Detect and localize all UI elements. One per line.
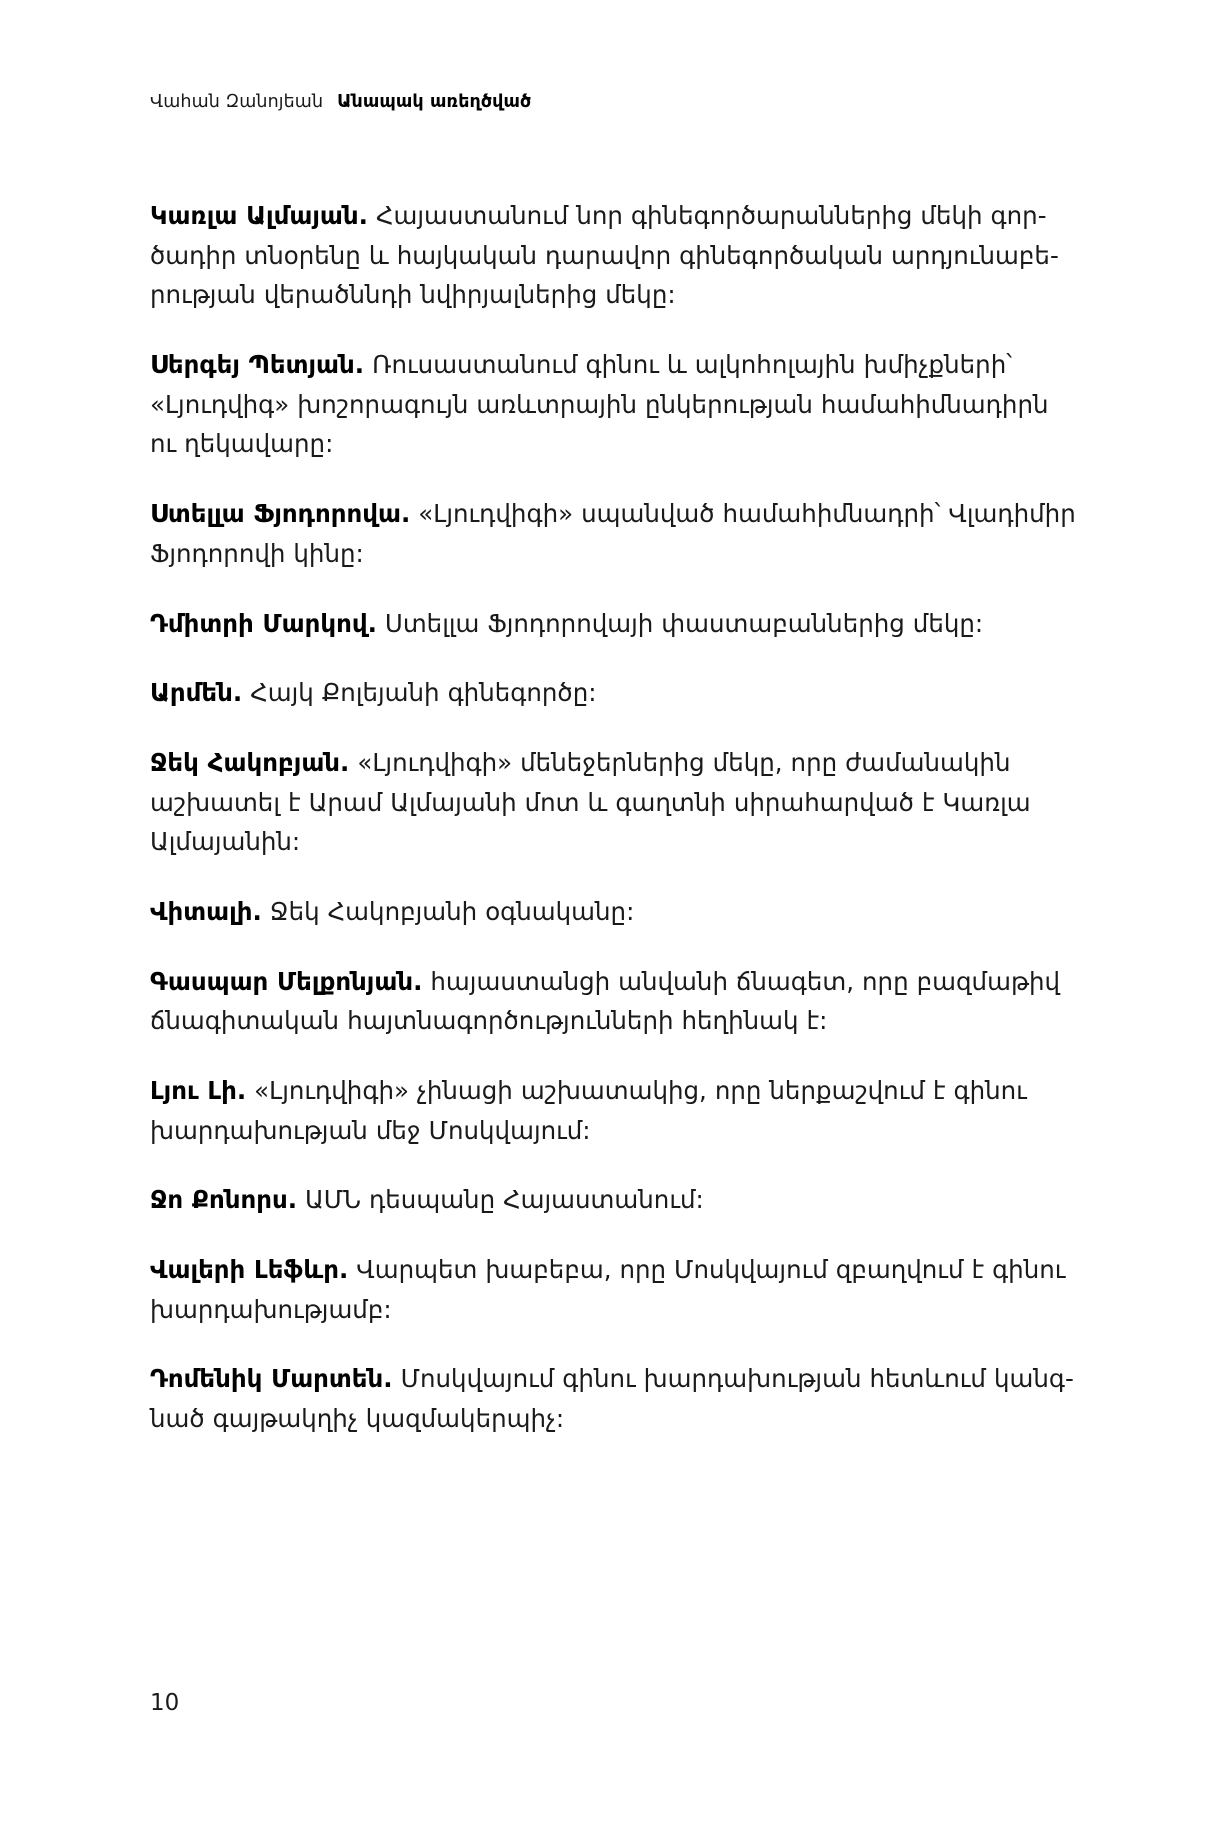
entry-term: Վալերի Լեֆևր. [150, 1255, 349, 1285]
entry-term: Կառլա Ալմայան. [150, 201, 368, 230]
entry-description: «Լյուդվիգի» մենեջերներից մեկը, որը ժամանակին աշխատել է Արամ Ալմայանի մոտ և գաղտնի սիրահարված է Կառլա Ալմայանին: [150, 747, 1031, 857]
list-item [150, 1250, 1080, 1329]
list-item [150, 604, 1080, 644]
entry-term: Լյու Լի. [150, 1076, 247, 1105]
entry-term: Դմիտրի Մարկով. [150, 608, 377, 638]
entry-term: Ջո Քոնորս. [150, 1185, 298, 1215]
list-item [150, 345, 1080, 464]
entry-term: Ջեկ Հակոբյան. [150, 747, 350, 777]
entry-description: Վարպետ խաբեբա, որը Մոսկվայում զբաղվում է գինու խարդախությամբ: [150, 1255, 1066, 1324]
running-head [150, 92, 531, 112]
list-item [150, 892, 1080, 932]
list-item [150, 1071, 1080, 1150]
list-item [150, 1180, 1080, 1220]
glossary-list [150, 196, 1080, 1469]
list-item [150, 196, 1080, 315]
list-item [150, 1359, 1080, 1438]
entry-term: Սերգեյ Պետյան. [150, 350, 365, 380]
entry-description: Հայաստանում նոր գինեգործարաններից մեկի գործադիր տնօրենը և հայկական դարավոր գինեգործական արդյունաբերության վերածննդի նվիրյալներից մեկը: [150, 201, 1059, 310]
entry-term: Արմեն. [150, 678, 243, 708]
entry-description: Ստելլա Ֆյոդորովայի փաստաբաններից մեկը: [384, 608, 984, 638]
running-head-author: Վահան Զանոյեան [150, 92, 324, 112]
entry-description: ԱՄՆ դեսպանը Հայաստանում: [305, 1185, 704, 1215]
entry-term: Գասպար Մելքոնյան. [150, 966, 423, 996]
list-item [150, 673, 1080, 713]
entry-description: «Լյուդվիգի» չինացի աշխատակից, որը ներքաշվում է գինու խարդախության մեջ Մոսկվայում: [150, 1076, 1027, 1145]
entry-term: Դոմենիկ Մարտեն. [150, 1364, 393, 1394]
entry-term: Ստելլա Ֆյոդորովա. [150, 499, 411, 529]
entry-term: Վիտալի. [150, 896, 262, 926]
list-item [150, 743, 1080, 862]
list-item [150, 962, 1080, 1041]
list-item [150, 494, 1080, 573]
entry-description: Մոսկվայում գինու խարդախության հետևում կանգնած գայթակղիչ կազմակերպիչ: [150, 1364, 1074, 1434]
running-head-title: Անապակ առեղծված [337, 92, 532, 112]
entry-description: հայաստանցի անվանի ճնագետ, որը բազմաթիվ ճնագիտական հայտնագործությունների հեղինակ է: [150, 966, 1061, 1036]
page-number: 10 [150, 1690, 180, 1716]
entry-description: Ջեկ Հակոբյանի օգնականը: [269, 896, 635, 926]
entry-description: «Լյուդվիգի» սպանված համահիմնադրի՝ Վլադիմիր Ֆյոդորովի կինը: [150, 499, 1076, 568]
entry-description: Հայկ Քոլեյանի գինեգործը: [250, 678, 597, 708]
entry-description: Ռուսաստանում գինու և ալկոհոլային խմիչքների՝ «Լյուդվիգ» խոշորագույն առևտրային ընկերության համահիմնադիրն ու ղեկավարը: [150, 350, 1049, 459]
